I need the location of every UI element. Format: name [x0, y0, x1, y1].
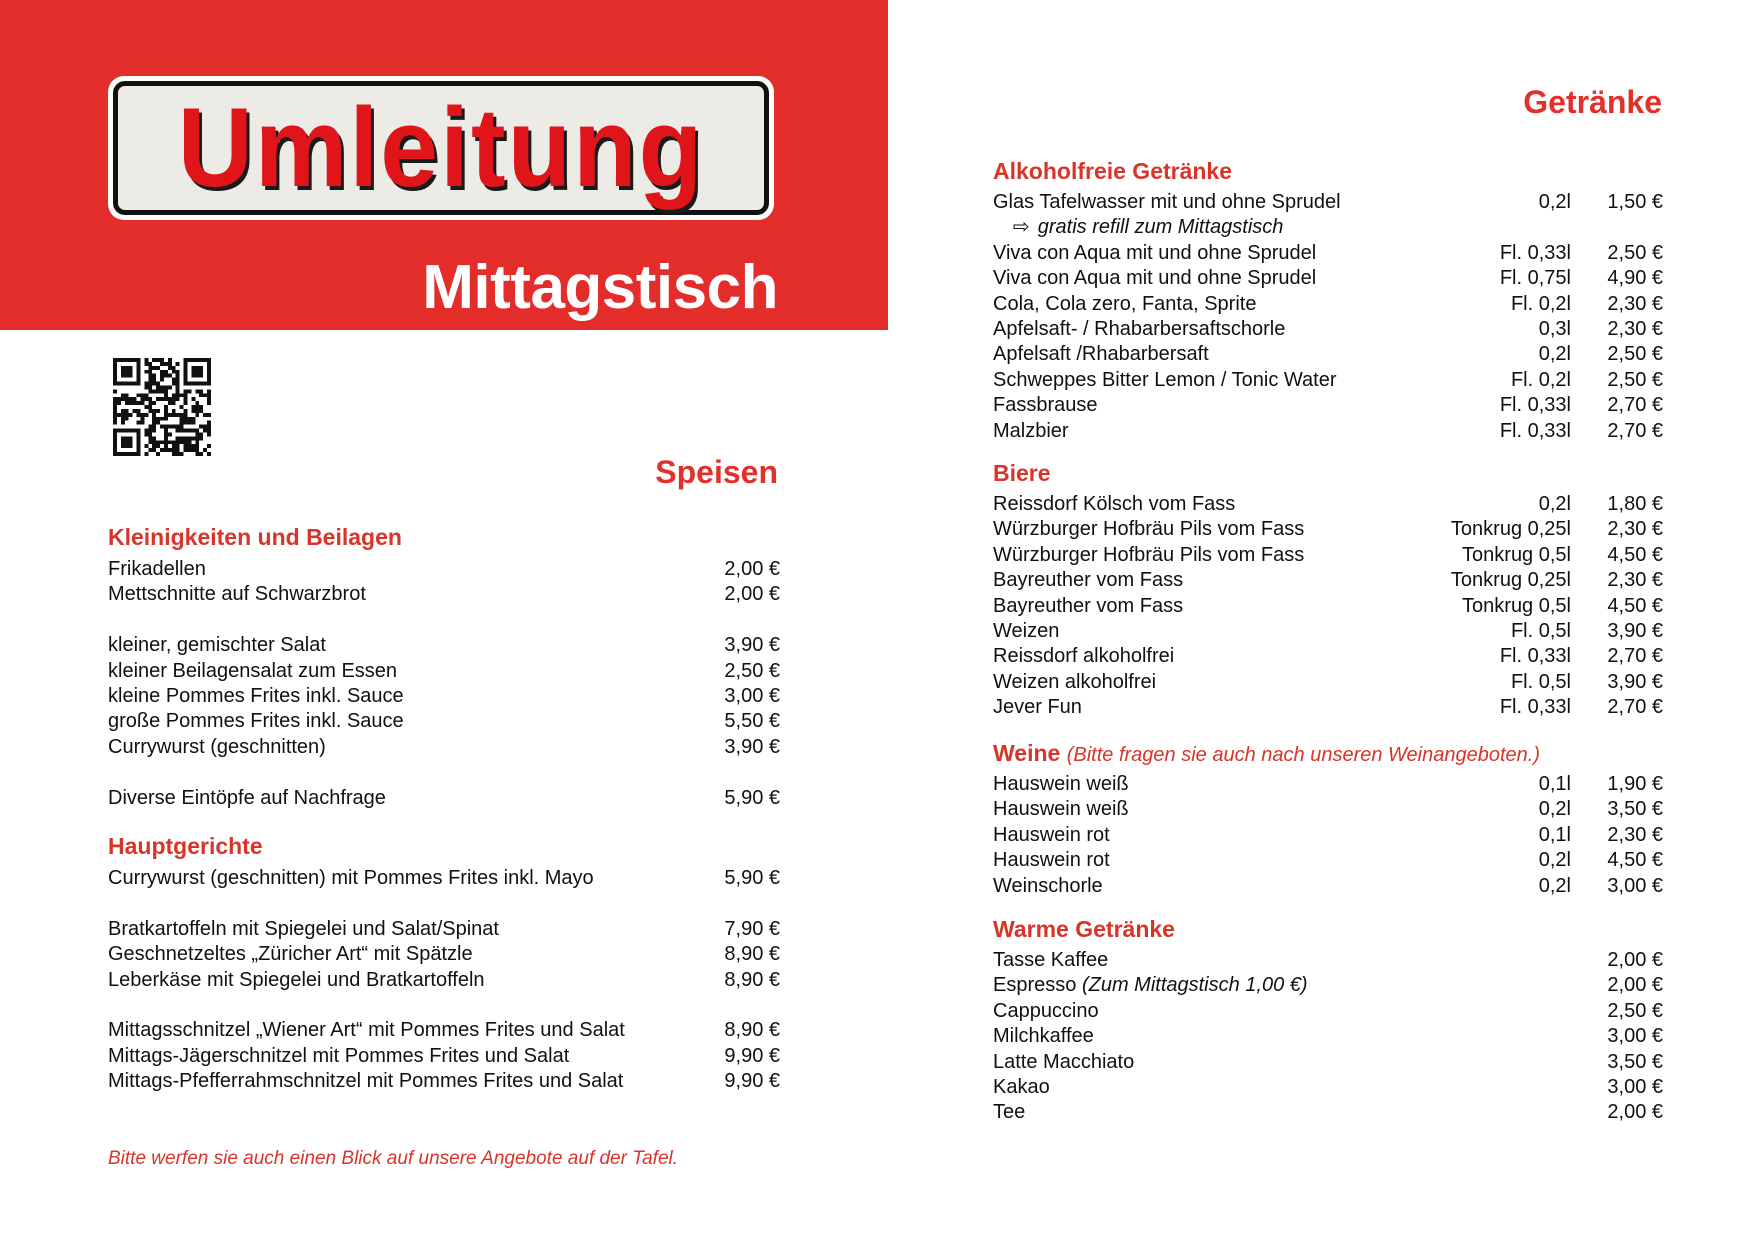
item-name: [993, 1100, 1025, 1125]
sign-face: [113, 81, 769, 215]
menu-row: [993, 644, 1663, 669]
menu-row: [993, 772, 1663, 797]
menu-row: [993, 190, 1663, 215]
menu-row: [108, 633, 780, 658]
item-size: 0,2l: [1538, 798, 1571, 821]
item-size: Tonkrug 0,25l: [1450, 569, 1571, 592]
weine-heading: [993, 740, 1540, 767]
spacer: [108, 760, 780, 785]
item-name-text: Latte Macchiato: [993, 1050, 1135, 1073]
item-name-text: Glas Tafelwasser mit und ohne Sprudel: [993, 191, 1341, 213]
kleinigkeiten-list: [108, 557, 780, 811]
item-price: 3,90 €: [724, 735, 780, 758]
alkoholfrei-heading: Alkoholfreie Getränke: [993, 158, 1233, 184]
item-name-text: Currywurst (geschnitten) mit Pommes Frites inkl. Mayo: [108, 867, 594, 889]
item-name: [993, 517, 1304, 542]
item-name-text: Bratkartoffeln mit Spiegelei und Salat/Spinat: [108, 917, 499, 940]
item-name-text: Malzbier: [993, 419, 1069, 442]
menu-row: [108, 917, 780, 942]
item-price: 3,00 €: [724, 684, 780, 707]
item-price: 2,70 €: [1607, 696, 1663, 719]
item-price: 4,50 €: [1607, 849, 1663, 872]
menu-row: [993, 594, 1663, 619]
item-name: [108, 866, 594, 891]
item-name-text: Mittags-Pfefferrahmschnitzel mit Pommes Frites und Salat: [108, 1070, 624, 1093]
menu-row: [993, 543, 1663, 568]
item-size: 0,2l: [1538, 874, 1571, 897]
spacer: [108, 993, 780, 1018]
menu-row: [108, 684, 780, 709]
item-name-text: Fassbrause: [993, 394, 1098, 417]
kleinigkeiten-heading: Kleinigkeiten und Beilagen: [108, 524, 402, 550]
weine-title: Weine: [993, 740, 1061, 766]
menu-row: [108, 968, 780, 993]
item-name-text: Diverse Eintöpfe auf Nachfrage: [108, 786, 386, 809]
item-size: Fl. 0,33l: [1499, 394, 1571, 417]
menu-row: [993, 266, 1663, 291]
item-size: Fl. 0,75l: [1499, 267, 1571, 290]
item-price: 1,90 €: [1607, 773, 1663, 795]
menu-row: [993, 419, 1663, 444]
item-size: 0,1l: [1538, 773, 1571, 795]
menu-row: [993, 1100, 1663, 1125]
item-size: Fl. 0,2l: [1510, 292, 1571, 315]
item-name: [993, 1075, 1050, 1100]
item-name-text: Reissdorf alkoholfrei: [993, 645, 1175, 668]
item-name-text: Frikadellen: [108, 558, 206, 580]
item-name-text: Hauswein weiß: [993, 798, 1129, 821]
item-name: [993, 644, 1174, 669]
menu-row: [993, 342, 1663, 367]
item-price: 2,00 €: [1607, 974, 1663, 997]
item-name: [993, 823, 1110, 848]
menu-row: [993, 568, 1663, 593]
warm-heading: Warme Getränke: [993, 916, 1175, 942]
item-name: [993, 1050, 1134, 1075]
item-name: [108, 917, 499, 942]
item-name-text: Tee: [993, 1101, 1026, 1124]
item-size: 0,2l: [1538, 191, 1571, 213]
item-price: 2,30 €: [1607, 823, 1663, 846]
menu-row: [108, 942, 780, 967]
item-price: 2,50 €: [724, 659, 780, 682]
menu-row: [108, 709, 780, 734]
footnote: Bitte werfen sie auch einen Blick auf unsere Angebote auf der Tafel.: [108, 1148, 679, 1169]
biere-heading: Biere: [993, 460, 1051, 486]
item-note: (Zum Mittagstisch 1,00 €): [1081, 974, 1308, 997]
item-name-text: Currywurst (geschnitten): [108, 735, 326, 758]
item-price: 3,00 €: [1607, 1025, 1663, 1048]
item-name: [1013, 215, 1283, 240]
item-price: 2,30 €: [1607, 569, 1663, 592]
item-name-text: kleiner, gemischter Salat: [108, 634, 326, 657]
menu-row: [108, 735, 780, 760]
item-size: 0,2l: [1538, 343, 1571, 366]
menu-row: [993, 670, 1663, 695]
menu-row: [993, 1024, 1663, 1049]
item-name-text: Geschnetzeltes „Züricher Art“ mit Spätzle: [108, 943, 473, 966]
item-name-text: Viva con Aqua mit und ohne Sprudel: [993, 241, 1317, 264]
item-price: 2,30 €: [1607, 317, 1663, 340]
item-price: 2,50 €: [1607, 999, 1663, 1022]
item-name: [993, 670, 1156, 695]
item-price: 1,80 €: [1607, 493, 1663, 515]
menu-row: [993, 393, 1663, 418]
weine-list: [993, 772, 1663, 899]
item-price: 8,90 €: [724, 943, 780, 966]
item-name-text: kleine Pommes Frites inkl. Sauce: [108, 684, 404, 707]
item-name-text: Tasse Kaffee: [993, 949, 1109, 971]
item-price: 3,50 €: [1607, 1050, 1663, 1073]
alkoholfrei-list: [993, 190, 1663, 444]
item-price: 4,50 €: [1607, 543, 1663, 566]
item-name: [108, 659, 397, 684]
item-name: [993, 594, 1183, 619]
item-name-text: kleiner Beilagensalat zum Essen: [108, 659, 398, 682]
item-name: [108, 1069, 623, 1094]
item-name-text: Weizen: [993, 619, 1060, 642]
menu-row: [993, 517, 1663, 542]
item-price: 2,30 €: [1607, 292, 1663, 315]
item-price: 2,00 €: [1607, 949, 1663, 971]
item-name-text: Würzburger Hofbräu Pils vom Fass: [993, 543, 1305, 566]
item-size: Tonkrug 0,5l: [1462, 594, 1571, 617]
weine-note: (Bitte fragen sie auch nach unseren Weinangeboten.): [1066, 744, 1540, 766]
item-name: [993, 241, 1316, 266]
item-name: [108, 633, 326, 658]
menu-row: [993, 368, 1663, 393]
item-name: [993, 419, 1069, 444]
item-name-text: Mittagsschnitzel „Wiener Art“ mit Pommes Frites und Salat: [108, 1019, 625, 1042]
sign-title: Umleitung: [177, 85, 705, 211]
menu-row: [993, 823, 1663, 848]
item-name: [108, 942, 473, 967]
item-name-text: Reissdorf Kölsch vom Fass: [993, 493, 1236, 515]
item-price: 3,90 €: [1607, 619, 1663, 642]
item-price: 8,90 €: [724, 968, 780, 991]
menu-row: [108, 1069, 780, 1094]
item-name: [993, 948, 1108, 973]
item-size: Fl. 0,2l: [1510, 368, 1571, 391]
menu-row: [993, 241, 1663, 266]
qr-code-icon[interactable]: [113, 358, 211, 456]
menu-row: [108, 659, 780, 684]
item-name: [993, 292, 1256, 317]
item-price: 2,00 €: [724, 583, 780, 606]
menu-row: [108, 582, 780, 607]
item-name: [993, 772, 1129, 797]
item-name-text: Hauswein weiß: [993, 773, 1129, 795]
item-name: [993, 797, 1129, 822]
item-name: [993, 619, 1059, 644]
item-name: [108, 684, 404, 709]
menu-row: [993, 695, 1663, 720]
item-price: 3,50 €: [1607, 798, 1663, 821]
item-name: [993, 543, 1304, 568]
item-price: 2,50 €: [1607, 241, 1663, 264]
item-name: [993, 190, 1341, 215]
item-name-text: Apfelsaft- / Rhabarbersaftschorle: [993, 317, 1286, 340]
menu-row: [108, 1018, 780, 1043]
item-size: Fl. 0,33l: [1499, 696, 1571, 719]
item-name: [993, 342, 1209, 367]
item-price: 2,70 €: [1607, 645, 1663, 668]
menu-subtitle: Mittagstisch: [422, 253, 778, 322]
item-price: 2,00 €: [724, 558, 780, 580]
item-name: [108, 582, 366, 607]
item-price: 4,90 €: [1607, 267, 1663, 290]
item-price: 3,90 €: [1607, 670, 1663, 693]
item-name: [993, 848, 1110, 873]
item-size: 0,1l: [1538, 823, 1571, 846]
menu-row: [993, 999, 1663, 1024]
item-price: 2,70 €: [1607, 394, 1663, 417]
item-price: 3,00 €: [1607, 1075, 1663, 1098]
item-price: 4,50 €: [1607, 594, 1663, 617]
spacer: [108, 608, 780, 633]
item-price: 9,90 €: [724, 1070, 780, 1093]
item-name-text: Hauswein rot: [993, 823, 1110, 846]
item-name-text: Bayreuther vom Fass: [993, 594, 1184, 617]
item-size: 0,2l: [1538, 849, 1571, 872]
item-size: 0,2l: [1538, 493, 1571, 515]
item-name-text: Mettschnitte auf Schwarzbrot: [108, 583, 366, 606]
biere-list: [993, 492, 1663, 721]
menu-row: [993, 973, 1663, 998]
menu-row: [993, 848, 1663, 873]
item-name-text: Jever Fun: [993, 696, 1082, 719]
item-name-text: Schweppes Bitter Lemon / Tonic Water: [993, 368, 1337, 391]
menu-row: [993, 317, 1663, 342]
item-name-text: große Pommes Frites inkl. Sauce: [108, 710, 404, 733]
item-name: [108, 735, 326, 760]
menu-row: [108, 866, 780, 891]
item-price: 5,90 €: [724, 867, 780, 889]
item-name-text: Cappuccino: [993, 999, 1099, 1022]
item-name-text: Mittags-Jägerschnitzel mit Pommes Frites und Salat: [108, 1044, 570, 1067]
menu-row: [993, 619, 1663, 644]
item-price: 3,90 €: [724, 634, 780, 657]
item-name: [108, 1018, 625, 1043]
item-name: [993, 999, 1099, 1024]
item-name: [108, 1044, 569, 1069]
menu-row: [108, 786, 780, 811]
item-name-text: Weinschorle: [993, 874, 1103, 897]
item-size: Fl. 0,33l: [1499, 645, 1571, 668]
item-size: Fl. 0,5l: [1510, 670, 1571, 693]
item-name-text: Bayreuther vom Fass: [993, 569, 1184, 592]
item-name-text: Viva con Aqua mit und ohne Sprudel: [993, 267, 1317, 290]
item-price: 2,00 €: [1607, 1101, 1663, 1124]
hauptgerichte-list: [108, 866, 780, 1095]
item-name: [993, 368, 1337, 393]
item-size: Fl. 0,5l: [1510, 619, 1571, 642]
spacer: [108, 891, 780, 916]
item-name: [108, 557, 206, 582]
item-name: [993, 695, 1082, 720]
item-name: [108, 968, 485, 993]
item-name: [993, 568, 1183, 593]
item-price: 7,90 €: [724, 917, 780, 940]
menu-row: [108, 557, 780, 582]
item-name-text: Leberkäse mit Spiegelei und Bratkartoffeln: [108, 968, 485, 991]
item-name: [993, 492, 1235, 517]
item-price: 3,00 €: [1607, 874, 1663, 897]
item-name-text: gratis refill zum Mittagstisch: [1037, 216, 1284, 239]
item-price: 9,90 €: [724, 1044, 780, 1067]
item-name: [993, 973, 1308, 998]
item-name-text: Hauswein rot: [993, 849, 1110, 872]
menu-row: [993, 948, 1663, 973]
item-name: [993, 874, 1103, 899]
item-price: 2,50 €: [1607, 368, 1663, 391]
menu-row: [993, 874, 1663, 899]
item-name: [993, 393, 1098, 418]
item-name: [993, 266, 1316, 291]
item-name: [108, 709, 404, 734]
item-name: [993, 317, 1285, 342]
item-name-text: Milchkaffee: [993, 1025, 1094, 1048]
item-price: 1,50 €: [1607, 191, 1663, 213]
item-name: [993, 1024, 1094, 1049]
menu-row: [993, 797, 1663, 822]
item-name-text: Espresso: [993, 974, 1077, 997]
item-size: Tonkrug 0,25l: [1450, 518, 1571, 541]
item-name: [108, 786, 386, 811]
item-name-text: Kakao: [993, 1075, 1050, 1098]
getraenke-title: Getränke: [1523, 84, 1662, 120]
speisen-title: Speisen: [655, 454, 778, 490]
item-size: Fl. 0,33l: [1499, 241, 1571, 264]
item-price: 2,30 €: [1607, 518, 1663, 541]
item-price: 2,50 €: [1607, 343, 1663, 366]
item-size: Tonkrug 0,5l: [1462, 543, 1571, 566]
menu-row: [993, 492, 1663, 517]
umleitung-sign: [108, 76, 774, 220]
menu-row: [993, 292, 1663, 317]
warm-list: [993, 948, 1663, 1126]
item-name-text: Cola, Cola zero, Fanta, Sprite: [993, 292, 1257, 315]
item-name-text: Weizen alkoholfrei: [993, 670, 1157, 693]
menu-row: [108, 1044, 780, 1069]
item-name-text: Würzburger Hofbräu Pils vom Fass: [993, 518, 1305, 541]
item-size: Fl. 0,33l: [1499, 419, 1571, 442]
menu-row: [993, 1050, 1663, 1075]
item-size: 0,3l: [1538, 317, 1571, 340]
arrow-right-icon: ⇨: [1013, 216, 1030, 239]
menu-row: [993, 215, 1663, 240]
item-price: 2,70 €: [1607, 419, 1663, 442]
hauptgerichte-heading: Hauptgerichte: [108, 833, 263, 859]
item-price: 5,90 €: [724, 786, 780, 809]
item-name-text: Apfelsaft /Rhabarbersaft: [993, 343, 1209, 366]
item-price: 8,90 €: [724, 1019, 780, 1042]
menu-row: [993, 1075, 1663, 1100]
item-price: 5,50 €: [724, 710, 780, 733]
